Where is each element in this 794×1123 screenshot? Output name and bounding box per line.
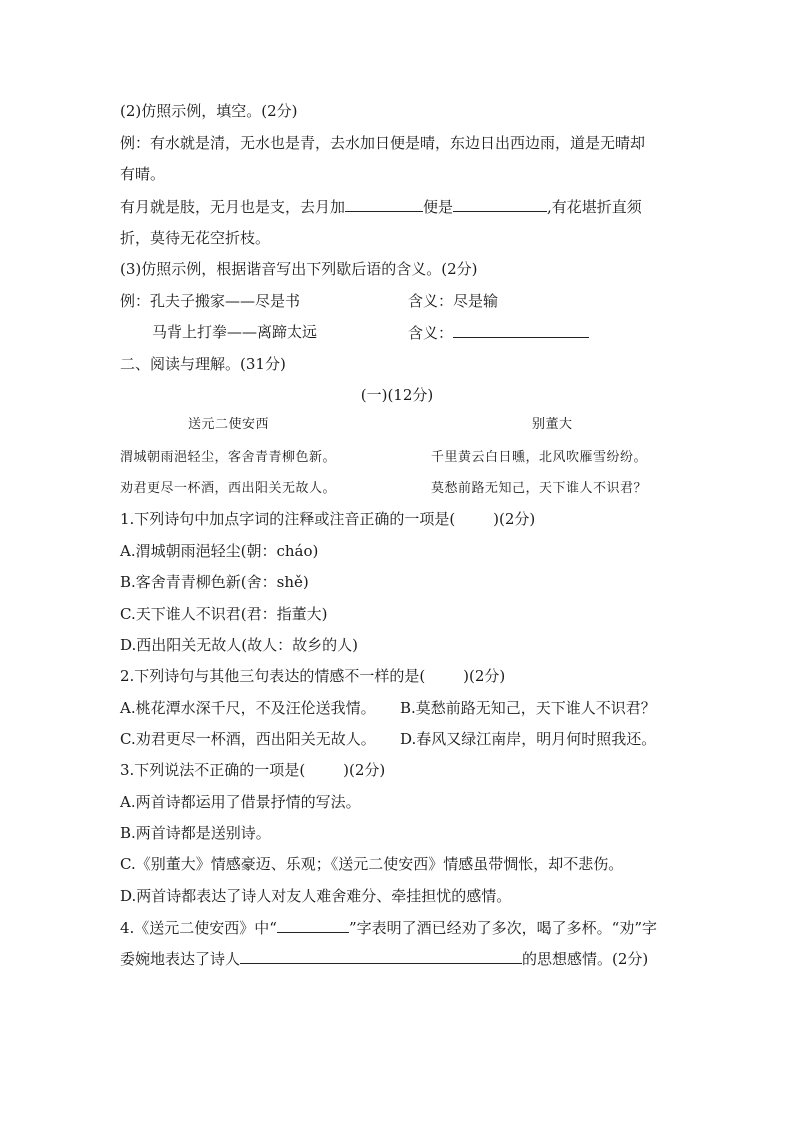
- q2-task-line: [120, 196, 642, 217]
- q1-option-d: D.西出阳关无故人(故人：故乡的人): [120, 636, 358, 654]
- poem-right-title: 别董大: [532, 417, 573, 432]
- q2-stem-end: )(2分): [463, 667, 506, 685]
- q3-option-b: B.两首诗都是送别诗。: [120, 824, 271, 842]
- q4-part1: 4.《送元二使安西》中“: [120, 919, 277, 937]
- poem-right-line1: 千里黄云白日曛，北风吹雁雪纷纷。: [431, 450, 648, 465]
- q3-stem-end: )(2分): [343, 761, 386, 779]
- q4-line2-part1: 委婉地表达了诗人: [120, 950, 241, 968]
- question-4-line2: [120, 948, 648, 969]
- q2-option-d: D.春风又绿江南岸，明月何时照我还。: [400, 730, 657, 748]
- q2-option-c: C.劝君更尽一杯酒，西出阳关无故人。: [120, 730, 376, 748]
- q2-task-line2: 折，莫待无花空折枝。: [120, 229, 271, 247]
- q2-task-part3: ,有花堪折直须: [547, 198, 642, 216]
- q4-part2: ”字表明了酒已经劝了多次，喝了多杯。“劝”字: [348, 919, 657, 937]
- poem-left-title: 送元二使安西: [188, 417, 270, 432]
- question-4-line1: [120, 917, 657, 938]
- q4-line2-part2: 的思想感情。(2分): [522, 950, 649, 968]
- q3-task-label: 马背上打拳——离蹄太远: [152, 323, 318, 341]
- question-2-stem: [120, 666, 505, 686]
- q2-task-part2: 便是: [423, 198, 454, 216]
- q1-option-c: C.天下谁人不识君(君：指董大): [120, 605, 328, 623]
- q3-option-d: D.两首诗都表达了诗人对友人难舍难分、牵挂担忧的感情。: [120, 887, 512, 905]
- q1-stem: 1.下列诗句中加点字词的注释或注音正确的一项是(: [120, 510, 456, 528]
- poem-right-line2: 莫愁前路无知己，天下谁人不识君？: [431, 481, 648, 496]
- question-1-stem: [120, 509, 535, 529]
- q3-task-meaning: 含义：: [408, 324, 454, 342]
- q2-blank-2[interactable]: [453, 196, 547, 212]
- q1-option-b: B.客舍青青柳色新(舍：shě): [120, 573, 309, 591]
- q3-example-label: 例：孔夫子搬家——尽是书: [120, 292, 301, 310]
- q3-option-a: A.两首诗都运用了借景抒情的写法。: [120, 793, 361, 811]
- section2-part1-title: (一)(12分): [360, 386, 434, 404]
- q1-option-a: A.渭城朝雨浥轻尘(朝：cháo): [120, 542, 319, 560]
- poem-left-line2: 劝君更尽一杯酒，西出阳关无故人。: [120, 481, 337, 496]
- q2-option-a: A.桃花潭水深千尺，不及汪伦送我情。: [120, 699, 376, 717]
- question-3-stem: [120, 760, 385, 780]
- q2-example-line2: 有晴。: [120, 165, 166, 183]
- q3-heading: (3)仿照示例，根据谐音写出下列歇后语的含义。(2分): [120, 260, 478, 278]
- section2-title: 二、阅读与理解。(31分): [120, 355, 286, 373]
- q3-option-c: C.《别董大》情感豪迈、乐观；《送元二使安西》情感虽带惆怅，却不悲伤。: [120, 855, 624, 873]
- q3-stem: 3.下列说法不正确的一项是(: [120, 761, 306, 779]
- q2-heading: (2)仿照示例，填空。(2分): [120, 102, 298, 120]
- q3-example-meaning: 含义：尽是输: [408, 292, 499, 310]
- q4-blank-2[interactable]: [240, 948, 522, 964]
- q2-example-line1: 例：有水就是清，无水也是青，去水加日便是晴，东边日出西边雨，道是无晴却: [120, 134, 646, 152]
- q2-stem: 2.下列诗句与其他三句表达的情感不一样的是(: [120, 667, 426, 685]
- q3-task-meaning-line: [408, 322, 589, 343]
- q4-blank-1[interactable]: [277, 917, 349, 933]
- q2-option-b: B.莫愁前路无知己，天下谁人不识君？: [400, 699, 656, 717]
- q2-blank-1[interactable]: [345, 196, 423, 212]
- q2-task-part1: 有月就是肢，无月也是支，去月加: [120, 198, 346, 216]
- poem-left-line1: 渭城朝雨浥轻尘，客舍青青柳色新。: [120, 450, 337, 465]
- q3-meaning-blank[interactable]: [453, 322, 589, 338]
- q1-stem-end: )(2分): [493, 510, 536, 528]
